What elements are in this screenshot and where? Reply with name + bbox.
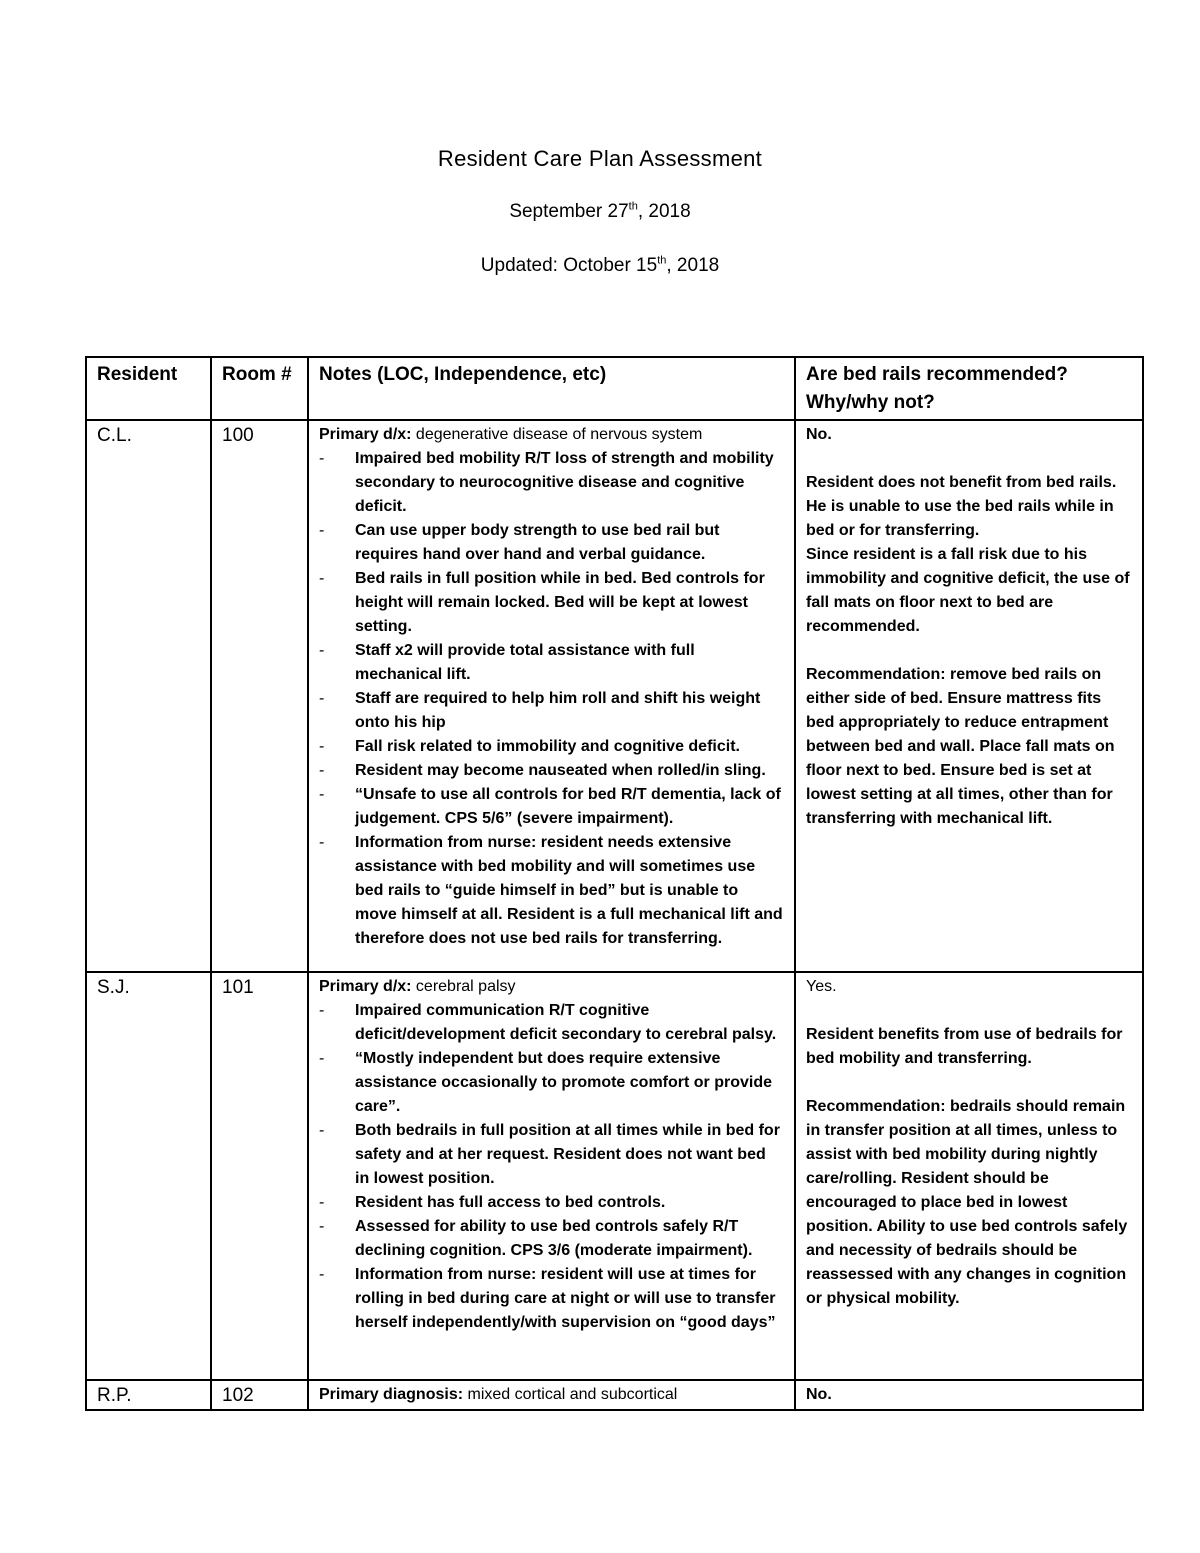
header-notes: Notes (LOC, Independence, etc) [308,357,795,420]
header-resident: Resident [86,357,211,420]
list-item: - Staff are required to help him roll and shift his weight onto his hip [319,687,784,735]
notes-cell [308,972,795,1380]
header-bed-rails-recommended: Are bed rails recommended? Why/why not? [795,357,1143,420]
room-cell: 101 [211,972,308,1380]
list-item: - “Mostly independent but does require extensive assistance occasionally to promote comfort or provide care”. [319,1047,784,1119]
primary-diagnosis [319,975,784,999]
recommendation-cell [795,972,1143,1380]
list-item: - Impaired bed mobility R/T loss of strength and mobility secondary to neurocognitive disease and cognitive deficit. [319,447,784,519]
table-row [86,420,1143,972]
list-item: - Information from nurse: resident needs extensive assistance with bed mobility and will sometimes use bed rails to “guide himself in bed” but is unable to move himself at all. Resident is a full mechanical lift and therefore does not use bed rails for transferring. [319,831,784,951]
resident-cell: C.L. [86,420,211,972]
list-item: - Resident has full access to bed controls. [319,1191,784,1215]
recommendation-text: Recommendation: remove bed rails on either side of bed. Ensure mattress fits bed appropriately to reduce entrapment between bed and wall. Place fall mats on floor next to bed. Ensure bed is set at lowest setting at all times, other than for transferring with mechanical lift. [806,666,1115,827]
table-header-row [86,357,1143,420]
list-item: - Can use upper body strength to use bed rail but requires hand over hand and verbal guidance. [319,519,784,567]
table-row [86,1380,1143,1410]
primary-diagnosis [319,423,784,447]
room-cell: 100 [211,420,308,972]
notes-cell [308,420,795,972]
recommendation-text: Recommendation: bedrails should remain in transfer position at all times, unless to assist with bed mobility during nightly care/rolling. Resident should be encouraged to place bed in lowest position. Ability to use bed controls safely and necessity of bedrails should be reassessed with any changes in cognition or physical mobility. [806,1098,1128,1307]
recommendation-text: Since resident is a fall risk due to his immobility and cognitive deficit, the use of fall mats on floor next to bed are recommended. [806,546,1130,635]
resident-cell: S.J. [86,972,211,1380]
list-item: - Assessed for ability to use bed controls safely R/T declining cognition. CPS 3/6 (moderate impairment). [319,1215,784,1263]
diagnosis-label: Primary diagnosis: [319,1386,464,1403]
recommendation-text: Resident does not benefit from bed rails. He is unable to use the bed rails while in bed or for transferring. [806,474,1117,539]
updated-suffix: , 2018 [666,255,720,276]
list-item: - Both bedrails in full position at all times while in bed for safety and at her request. Resident does not want bed in lowest position. [319,1119,784,1191]
page-title: Resident Care Plan Assessment [437,146,763,171]
updated-date [0,255,1200,277]
diagnosis-label: Primary d/x: [319,978,412,995]
list-item: - Fall risk related to immobility and cognitive deficit. [319,735,784,759]
list-item: - Information from nurse: resident will use at times for rolling in bed during care at night or will use to transfer herself independently/with supervision on “good days” [319,1263,784,1335]
date-prefix: September 27 [509,201,629,222]
notes-list [319,447,784,951]
resident-cell: R.P. [86,1380,211,1410]
recommendation-answer: No. [806,1386,832,1403]
diagnosis-value: mixed cortical and subcortical [463,1386,678,1403]
recommendation-answer: Yes. [806,978,837,995]
recommendation-cell [795,420,1143,972]
care-plan-table [85,356,1144,1411]
date-superscript: th [628,200,638,213]
notes-list [319,999,784,1335]
recommendation-cell [795,1380,1143,1410]
assessment-date [0,201,1200,223]
updated-superscript: th [657,254,667,267]
list-item: - Resident may become nauseated when rolled/in sling. [319,759,784,783]
diagnosis-value: degenerative disease of nervous system [411,426,703,443]
list-item: - Staff x2 will provide total assistance with full mechanical lift. [319,639,784,687]
recommendation-text: Resident benefits from use of bedrails for bed mobility and transferring. [806,1026,1123,1067]
diagnosis-label: Primary d/x: [319,426,412,443]
date-suffix: , 2018 [637,201,691,222]
updated-prefix: Updated: October 15 [480,255,658,276]
primary-diagnosis [319,1383,784,1407]
list-item: - Bed rails in full position while in bed. Bed controls for height will remain locked. Bed will be kept at lowest setting. [319,567,784,639]
diagnosis-value: cerebral palsy [411,978,516,995]
room-cell: 102 [211,1380,308,1410]
notes-cell [308,1380,795,1410]
table-row [86,972,1143,1380]
recommendation-answer: No. [806,426,832,443]
header-room: Room # [211,357,308,420]
list-item: - Impaired communication R/T cognitive deficit/development deficit secondary to cerebral palsy. [319,999,784,1047]
list-item: - “Unsafe to use all controls for bed R/T dementia, lack of judgement. CPS 5/6” (severe impairment). [319,783,784,831]
